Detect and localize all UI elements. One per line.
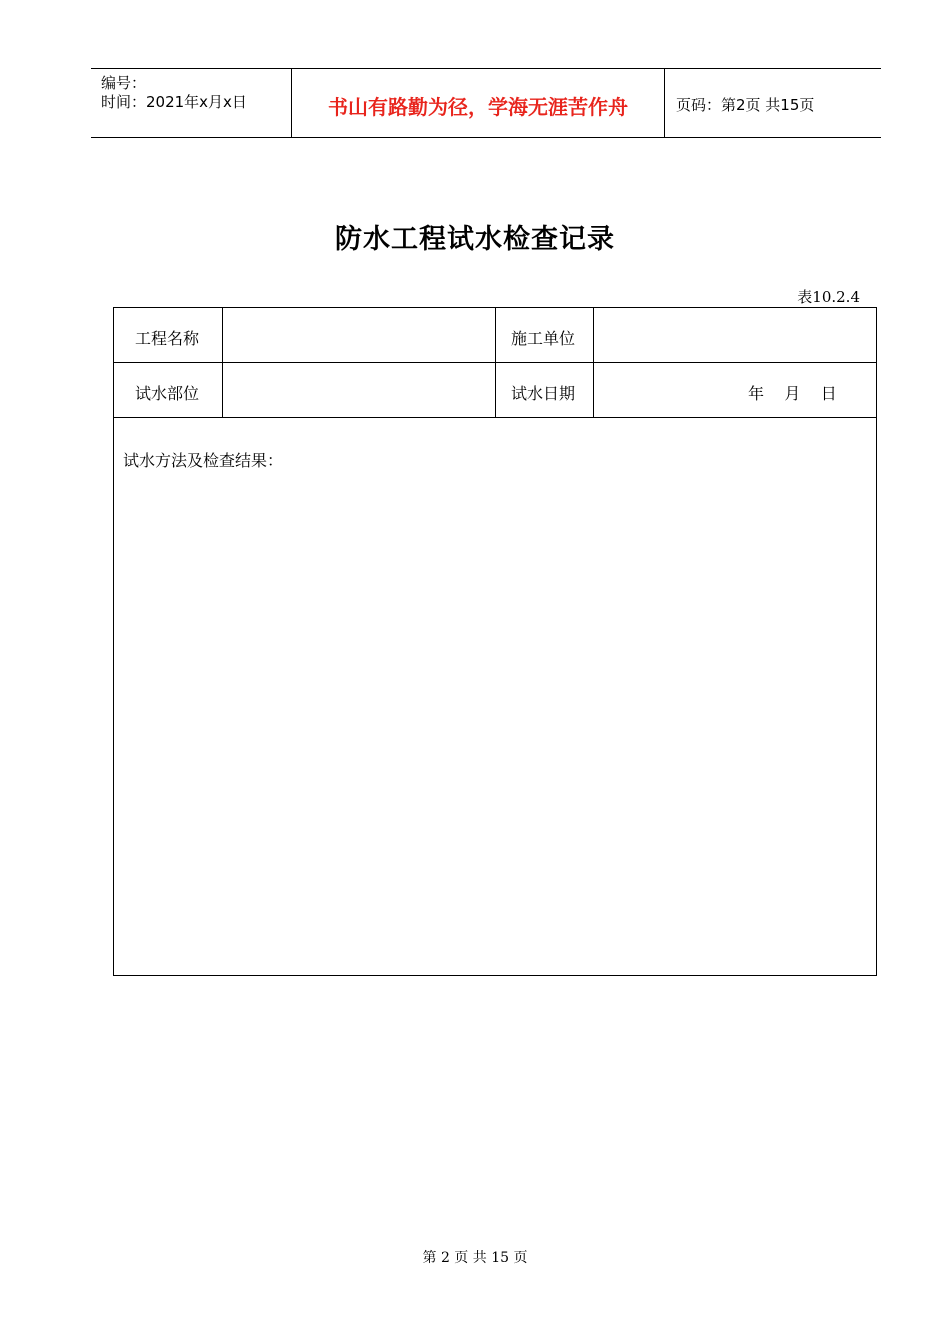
test-date-label: 试水日期 (511, 384, 576, 403)
document-title: 防水工程试水检查记录 (335, 224, 615, 255)
row-divider (114, 417, 876, 418)
page-footer: 第 2 页 共 15 页 (422, 1250, 528, 1266)
inspection-form (113, 307, 877, 976)
column-divider (222, 308, 223, 417)
page-header (91, 68, 881, 138)
header-page-cell (666, 69, 881, 137)
column-divider (495, 308, 496, 417)
construction-unit-label: 施工单位 (511, 329, 576, 348)
test-method-results-label: 试水方法及检查结果： (123, 451, 284, 470)
header-motto-cell (292, 69, 665, 137)
project-name-label: 工程名称 (135, 329, 200, 348)
test-location-label: 试水部位 (135, 384, 200, 403)
test-date-field[interactable]: 年 月 日 (748, 384, 837, 403)
time-label: 时间：2021年x月x日 (101, 93, 247, 111)
header-page-info: 页码：第2页 共15页 (676, 96, 815, 114)
table-number: 表10.2.4 (797, 288, 860, 306)
column-divider (593, 308, 594, 417)
serial-number-label: 编号： (101, 74, 147, 92)
header-meta-cell (91, 69, 292, 137)
motto-text: 书山有路勤为径，学海无涯苦作舟 (328, 95, 628, 119)
